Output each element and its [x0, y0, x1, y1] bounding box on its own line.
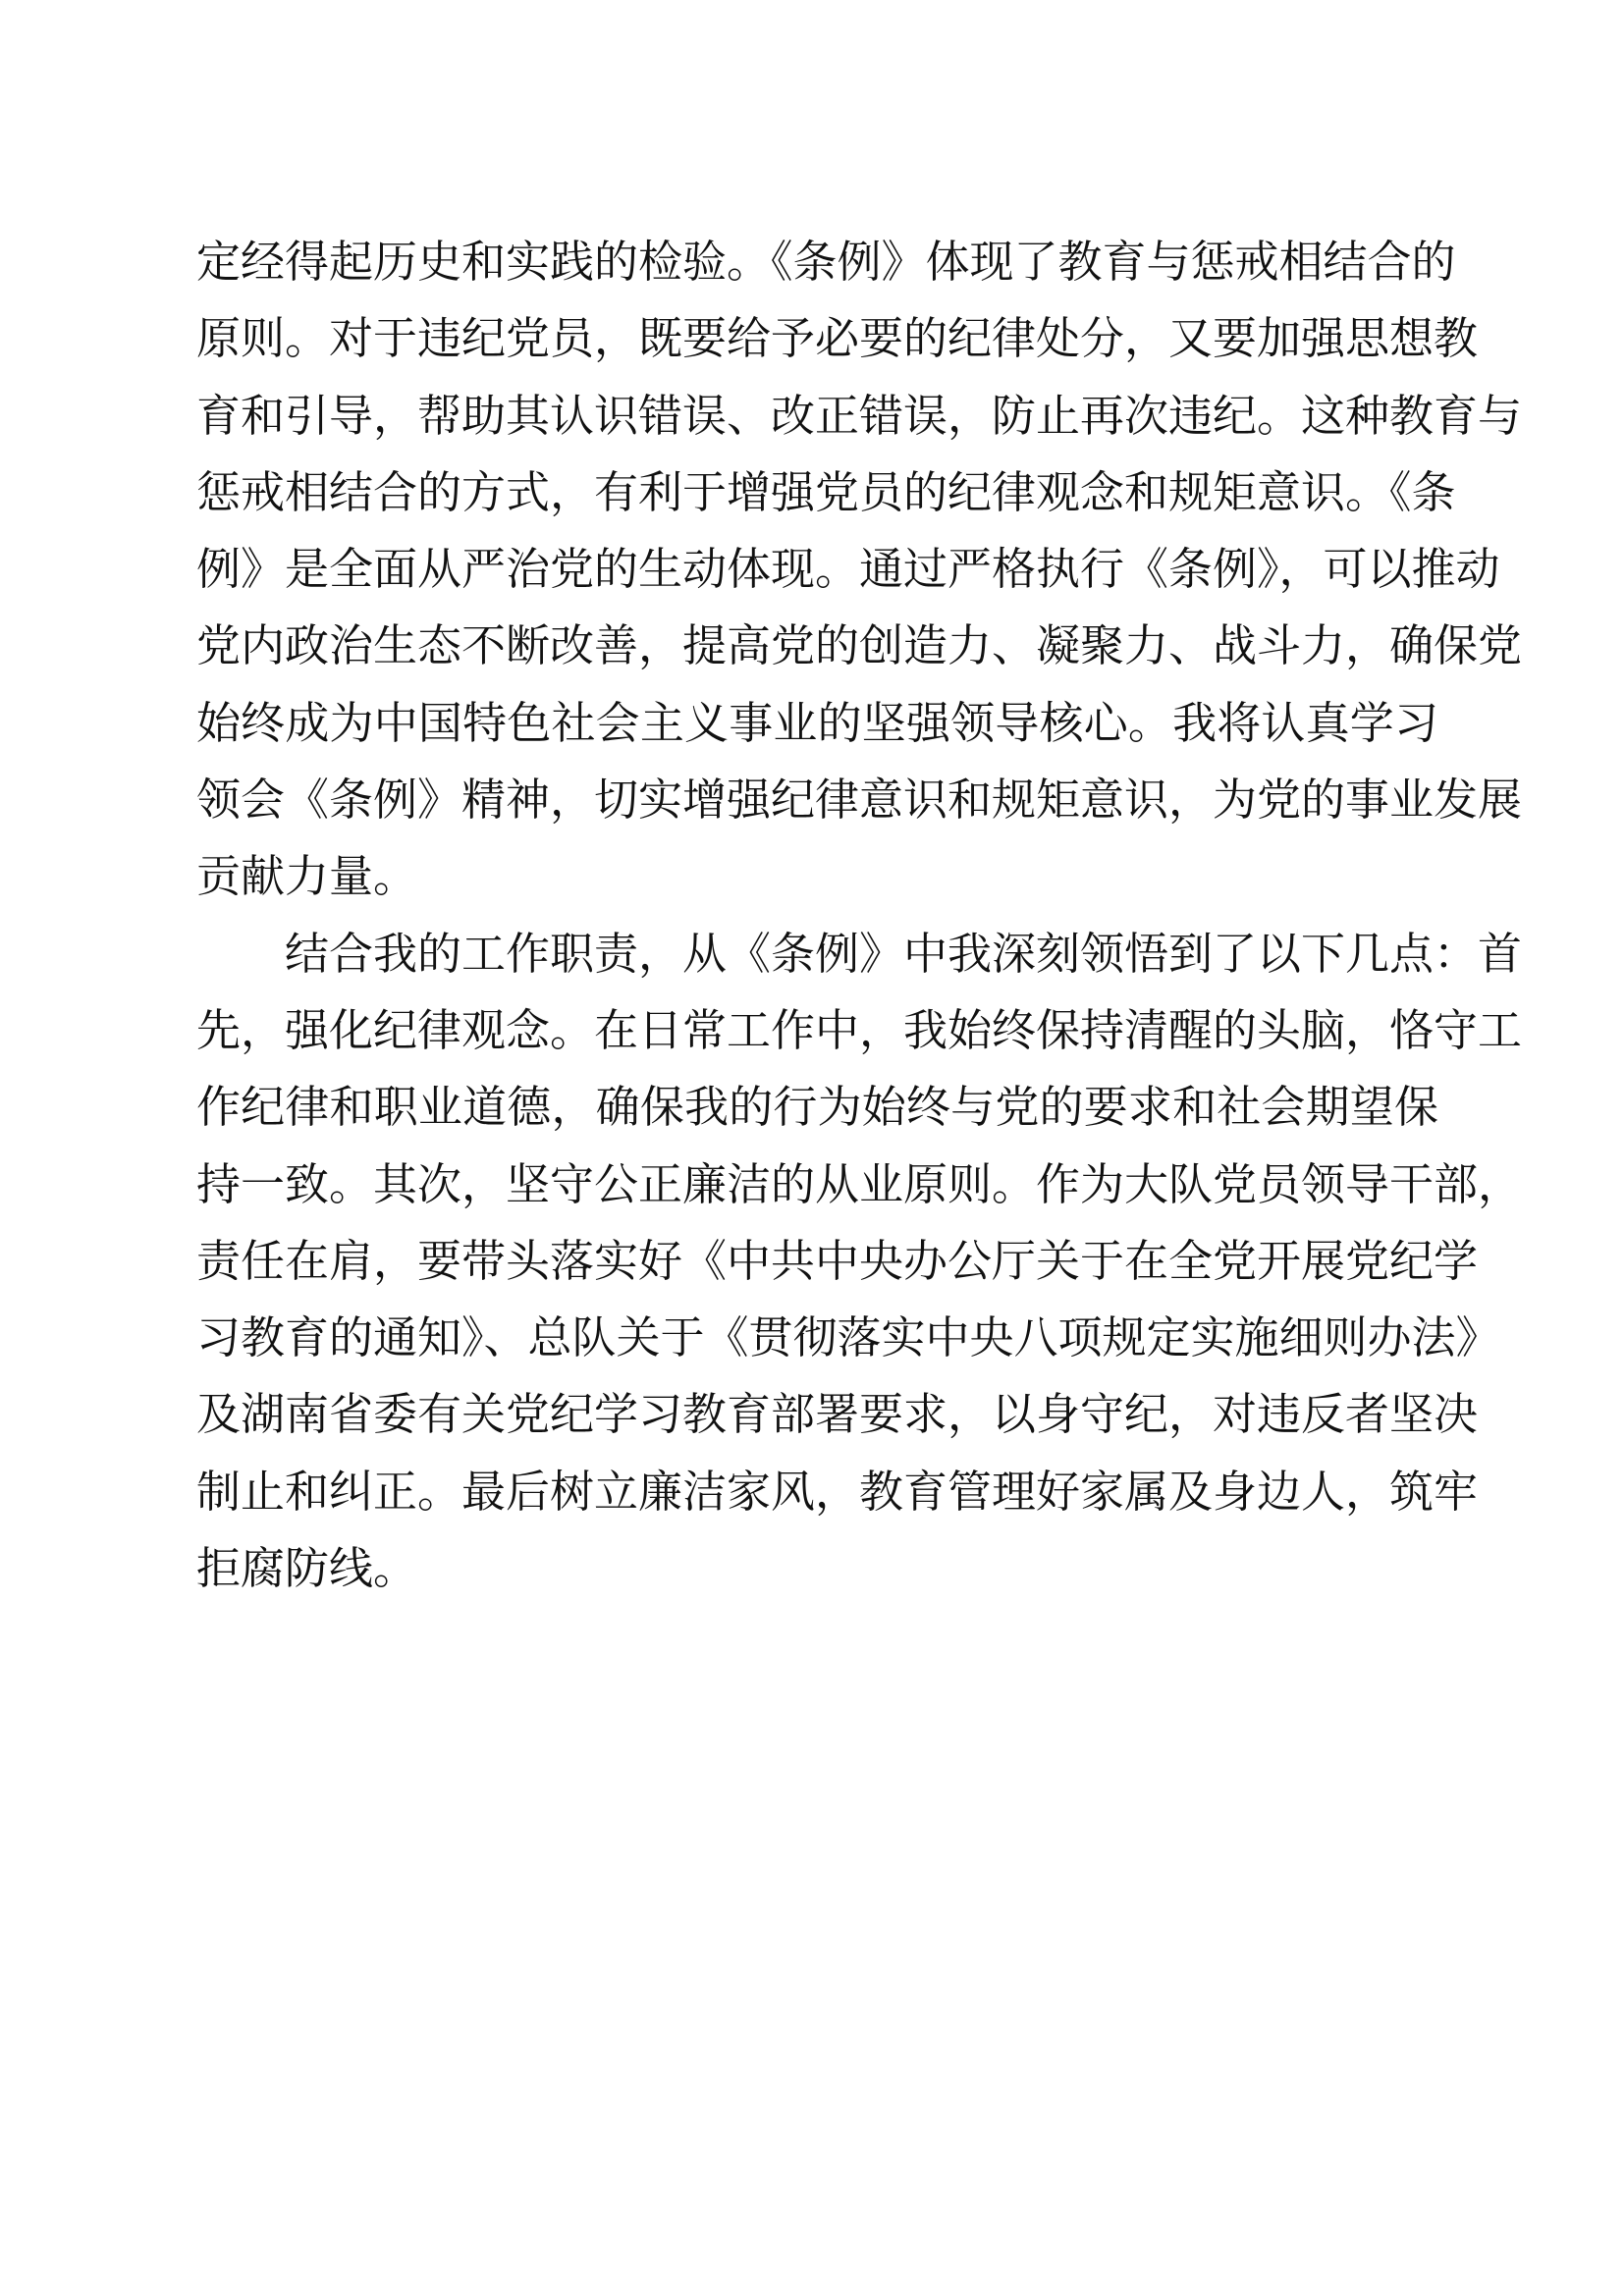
- text-line: 例》是全面从严治党的生动体现。通过严格执行《条例》，可以推动: [196, 543, 1500, 596]
- text-line: 贡献力量。: [196, 850, 418, 903]
- text-line: 作纪律和职业道德，确保我的行为始终与党的要求和社会期望保: [196, 1081, 1438, 1134]
- paragraph-2: [196, 916, 1523, 1608]
- text-line: 习教育的通知》、总队关于《贯彻落实中央八项规定实施细则办法》: [196, 1311, 1500, 1364]
- text-line: 制止和纠正。最后树立廉洁家风，教育管理好家属及身边人，筑牢: [196, 1465, 1479, 1518]
- paragraph-1: [196, 224, 1523, 916]
- text-line: 领会《条例》精神，切实增强纪律意识和规矩意识，为党的事业发展: [196, 774, 1523, 827]
- text-line: 责任在肩，要带头落实好《中共中央办公厅关于在全党开展党纪学: [196, 1234, 1479, 1287]
- text-line: 拒腐防线。: [196, 1542, 418, 1595]
- text-line: 原则。对于违纪党员，既要给予必要的纪律处分，又要加强思想教: [196, 312, 1479, 365]
- text-line: 党内政治生态不断改善，提高党的创造力、凝聚力、战斗力，确保党: [196, 619, 1523, 672]
- text-line: 及湖南省委有关党纪学习教育部署要求，以身守纪，对违反者坚决: [196, 1388, 1479, 1441]
- text-line: 持一致。其次，坚守公正廉洁的从业原则。作为大队党员领导干部，: [196, 1157, 1523, 1210]
- text-line: 定经得起历史和实践的检验。《条例》体现了教育与惩戒相结合的: [196, 236, 1456, 288]
- text-line: 结合我的工作职责，从《条例》中我深刻领悟到了以下几点：首: [196, 927, 1523, 980]
- text-line: 先，强化纪律观念。在日常工作中，我始终保持清醒的头脑，恪守工: [196, 1003, 1523, 1056]
- text-line: 始终成为中国特色社会主义事业的坚强领导核心。我将认真学习: [196, 696, 1438, 749]
- document-body: [196, 224, 1523, 1607]
- text-line: 惩戒相结合的方式，有利于增强党员的纪律观念和规矩意识。《条: [196, 465, 1456, 518]
- text-line: 育和引导，帮助其认识错误、改正错误，防止再次违纪。这种教育与: [196, 389, 1523, 442]
